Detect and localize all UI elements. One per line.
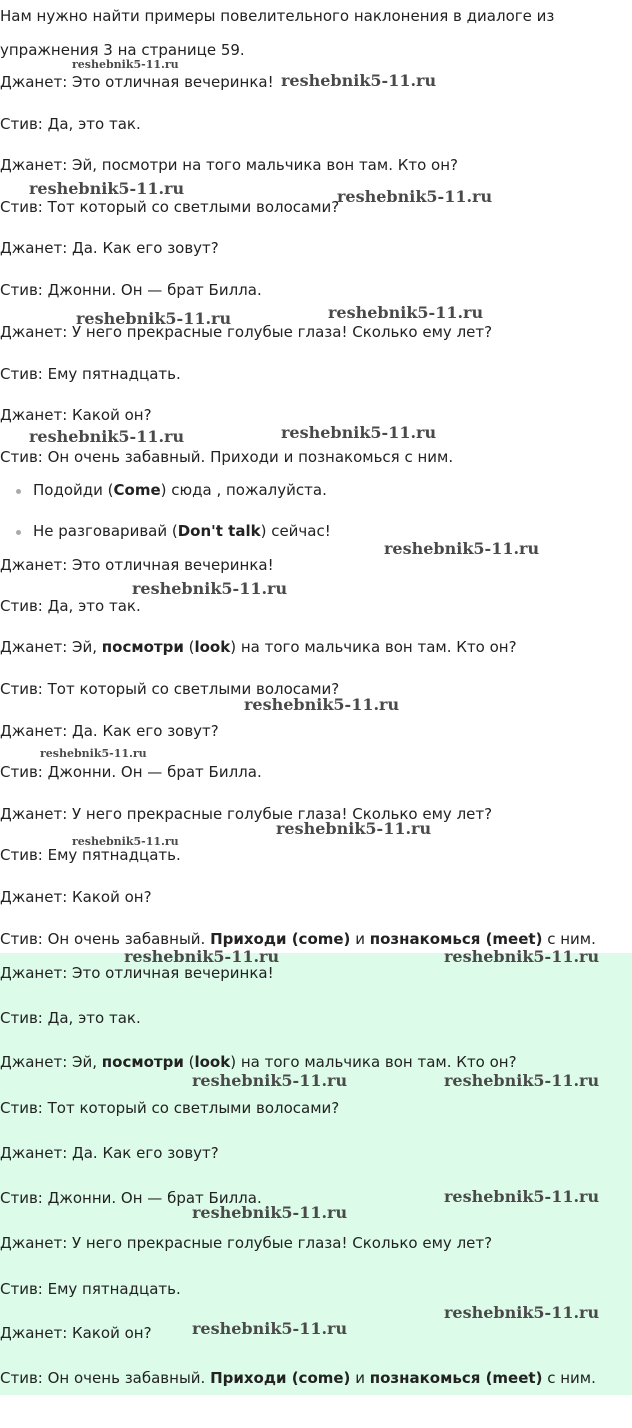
- bullet-dot: [16, 530, 21, 535]
- watermark: reshebnik5-11.ru: [281, 71, 437, 90]
- answer-line: Джанет: Какой он?: [0, 1324, 152, 1342]
- watermark: reshebnik5-11.ru: [384, 539, 540, 558]
- dialogue1-line: Стив: Ему пятнадцать.: [0, 365, 181, 383]
- answer-line: Стив: Он очень забавный. Приходи (come) и познакомься (meet) с ним.: [0, 1369, 596, 1387]
- watermark: reshebnik5-11.ru: [29, 179, 185, 198]
- dialogue2-line: Стив: Ему пятнадцать.: [0, 846, 181, 864]
- watermark: reshebnik5-11.ru: [276, 819, 432, 838]
- watermark: reshebnik5-11.ru: [337, 187, 493, 206]
- dialogue1-line: Стив: Да, это так.: [0, 115, 141, 133]
- watermark: reshebnik5-11.ru: [72, 835, 179, 848]
- watermark: reshebnik5-11.ru: [444, 1071, 600, 1090]
- watermark: reshebnik5-11.ru: [72, 58, 179, 71]
- watermark: reshebnik5-11.ru: [328, 303, 484, 322]
- watermark: reshebnik5-11.ru: [192, 1319, 348, 1338]
- intro-line-2: упражнения 3 на странице 59.: [0, 41, 245, 59]
- watermark: reshebnik5-11.ru: [192, 1071, 348, 1090]
- watermark: reshebnik5-11.ru: [192, 1203, 348, 1222]
- watermark: reshebnik5-11.ru: [76, 309, 232, 328]
- answer-line: Стив: Да, это так.: [0, 1009, 141, 1027]
- dialogue1-line: Джанет: У него прекрасные голубые глаза! Сколько ему лет?: [0, 323, 493, 341]
- dialogue2-line: Стив: Да, это так.: [0, 597, 141, 615]
- dialogue1-line: Джанет: Да. Как его зовут?: [0, 239, 219, 257]
- dialogue2-line: Стив: Тот который со светлыми волосами?: [0, 680, 340, 698]
- answer-line: Джанет: Эй, посмотри (look) на того мальчика вон там. Кто он?: [0, 1053, 517, 1071]
- dialogue2-line: Джанет: Да. Как его зовут?: [0, 722, 219, 740]
- watermark: reshebnik5-11.ru: [132, 579, 288, 598]
- dialogue1-line: Джанет: Это отличная вечеринка!: [0, 73, 274, 91]
- dialogue2-line: Стив: Джонни. Он — брат Билла.: [0, 763, 262, 781]
- dialogue1-line: Стив: Тот который со светлыми волосами?: [0, 198, 340, 216]
- answer-line: Джанет: Да. Как его зовут?: [0, 1144, 219, 1162]
- answer-line: Стив: Ему пятнадцать.: [0, 1280, 181, 1298]
- watermark: reshebnik5-11.ru: [444, 947, 600, 966]
- dialogue1-line: Джанет: Эй, посмотри на того мальчика вон там. Кто он?: [0, 156, 459, 174]
- dialogue2-line: Стив: Он очень забавный. Приходи (come) и познакомься (meet) с ним.: [0, 930, 596, 948]
- dialogue2-line: Джанет: Какой он?: [0, 888, 152, 906]
- watermark: reshebnik5-11.ru: [29, 427, 185, 446]
- answer-line: Джанет: У него прекрасные голубые глаза! Сколько ему лет?: [0, 1234, 493, 1252]
- watermark: reshebnik5-11.ru: [281, 423, 437, 442]
- dialogue1-line: Джанет: Какой он?: [0, 406, 152, 424]
- example-item: Не разговаривай (Don't talk) сейчас!: [33, 522, 331, 540]
- watermark: reshebnik5-11.ru: [40, 747, 147, 760]
- dialogue1-line: Стив: Джонни. Он — брат Билла.: [0, 281, 262, 299]
- dialogue2-line: Джанет: Это отличная вечеринка!: [0, 556, 274, 574]
- watermark: reshebnik5-11.ru: [124, 947, 280, 966]
- watermark: reshebnik5-11.ru: [444, 1303, 600, 1322]
- watermark: reshebnik5-11.ru: [244, 695, 400, 714]
- answer-line: Стив: Джонни. Он — брат Билла.: [0, 1189, 262, 1207]
- dialogue2-line: Джанет: Эй, посмотри (look) на того мальчика вон там. Кто он?: [0, 638, 517, 656]
- bullet-dot: [16, 489, 21, 494]
- example-item: Подойди (Come) сюда , пожалуйста.: [33, 481, 327, 499]
- answer-line: Джанет: Это отличная вечеринка!: [0, 964, 274, 982]
- intro-line-1: Нам нужно найти примеры повелительного наклонения в диалоге из: [0, 7, 555, 25]
- dialogue2-line: Джанет: У него прекрасные голубые глаза! Сколько ему лет?: [0, 805, 493, 823]
- dialogue1-line: Стив: Он очень забавный. Приходи и познакомься с ним.: [0, 448, 454, 466]
- watermark: reshebnik5-11.ru: [444, 1187, 600, 1206]
- answer-line: Стив: Тот который со светлыми волосами?: [0, 1099, 340, 1117]
